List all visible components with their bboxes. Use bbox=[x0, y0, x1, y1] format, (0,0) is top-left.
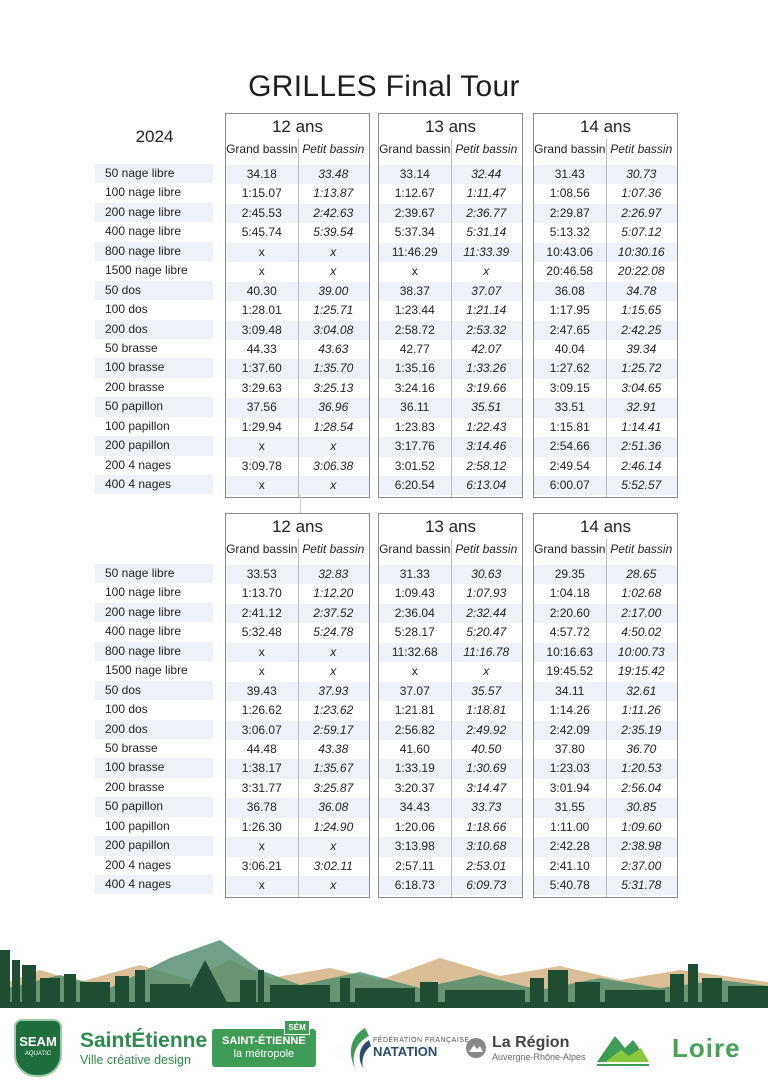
petit-bassin-time: 5:31.78 bbox=[621, 878, 662, 892]
grand-bassin-time: 5:40.78 bbox=[549, 878, 590, 892]
grand-bassin-time: 5:13.32 bbox=[549, 225, 590, 240]
event-label: 800 nage libre bbox=[95, 642, 213, 661]
grand-bassin-time: 1:12.67 bbox=[394, 186, 435, 201]
petit-bassin-time: 33.73 bbox=[471, 800, 502, 815]
petit-bassin-time: 10:00.73 bbox=[617, 644, 665, 659]
petit-bassin-time: 32.91 bbox=[626, 400, 657, 415]
petit-bassin-time: 30.85 bbox=[626, 800, 657, 815]
grand-bassin-time: 5:37.34 bbox=[394, 225, 435, 240]
sponsor-logos bbox=[0, 1010, 768, 1086]
seam-logo-subtext: AQUATIC bbox=[24, 1051, 52, 1057]
petit-bassin-time: 1:13.87 bbox=[313, 186, 354, 201]
petit-bassin-time: 39.00 bbox=[318, 283, 349, 298]
grand-bassin-header: Grand bassin bbox=[379, 542, 451, 556]
petit-bassin-time: 1:21.14 bbox=[466, 303, 507, 318]
grand-bassin-time: 39.43 bbox=[246, 683, 277, 698]
event-label: 50 brasse bbox=[105, 740, 158, 755]
petit-bassin-time: 2:56.04 bbox=[621, 780, 662, 795]
event-label: 800 nage libre bbox=[95, 242, 213, 261]
grand-bassin-time: 1:14.26 bbox=[549, 703, 590, 718]
mountain-icon bbox=[595, 1028, 651, 1068]
petit-bassin-time: 3:06.38 bbox=[313, 458, 354, 473]
age-header: 14 ans bbox=[579, 517, 632, 536]
event-label: 200 dos bbox=[95, 320, 213, 339]
event-label: 200 dos bbox=[95, 720, 213, 739]
ffn-main-text: NATATION bbox=[373, 1044, 438, 1059]
grand-bassin-time: 37.56 bbox=[246, 400, 277, 415]
grand-bassin-time: 1:15.81 bbox=[549, 419, 590, 434]
petit-bassin-time: 2:51.36 bbox=[621, 439, 662, 454]
petit-bassin-time: 5:52.57 bbox=[621, 478, 662, 492]
grand-bassin-time: 2:41.12 bbox=[241, 605, 282, 620]
region-logo bbox=[465, 1010, 586, 1086]
grand-bassin-time: 37.07 bbox=[399, 683, 430, 698]
grand-bassin-time: 2:39.67 bbox=[394, 205, 435, 220]
event-label: 50 nage libre bbox=[95, 164, 213, 183]
petit-bassin-time: x bbox=[483, 664, 490, 679]
seam-logo-text: SEAM bbox=[19, 1034, 57, 1049]
grand-bassin-time: 10:43.06 bbox=[546, 244, 594, 259]
petit-bassin-time: 5:31.14 bbox=[466, 225, 507, 240]
petit-bassin-time: 42.07 bbox=[471, 341, 502, 356]
petit-bassin-time: x bbox=[330, 878, 337, 892]
grand-bassin-header: Grand bassin bbox=[379, 142, 451, 156]
grand-bassin-time: 6:00.07 bbox=[549, 478, 590, 492]
petit-bassin-time: 1:18.66 bbox=[466, 819, 507, 834]
petit-bassin-time: 3:14.46 bbox=[466, 439, 507, 454]
saint-etienne-tagline: Ville créative design bbox=[80, 1053, 191, 1067]
event-label: 100 nage libre bbox=[105, 585, 182, 600]
grand-bassin-header: Grand bassin bbox=[534, 142, 606, 156]
age-group-table-12-ans bbox=[225, 113, 370, 498]
petit-bassin-header: Petit bassin bbox=[610, 542, 673, 556]
petit-bassin-time: 1:18.81 bbox=[466, 703, 507, 718]
event-label: 100 brasse bbox=[95, 758, 213, 777]
petit-bassin-header: Petit bassin bbox=[455, 142, 518, 156]
petit-bassin-time: 36.08 bbox=[318, 800, 349, 815]
grand-bassin-time: 31.43 bbox=[554, 167, 585, 181]
event-label: 400 4 nages bbox=[95, 875, 213, 894]
petit-bassin-time: x bbox=[483, 264, 490, 279]
event-label: 200 brasse bbox=[105, 379, 165, 394]
region-name: La Région bbox=[492, 1034, 570, 1051]
petit-bassin-time: 30.73 bbox=[626, 167, 657, 181]
grand-bassin-time: 3:01.94 bbox=[549, 780, 590, 795]
grand-bassin-time: 3:09.48 bbox=[241, 322, 282, 337]
petit-bassin-time: 2:42.25 bbox=[621, 322, 662, 337]
petit-bassin-time: 1:11.47 bbox=[466, 186, 506, 201]
grand-bassin-time: 1:11.00 bbox=[550, 819, 590, 834]
grand-bassin-time: 34.18 bbox=[246, 167, 277, 181]
grand-bassin-time: 3:20.37 bbox=[394, 780, 435, 795]
region-circle-icon bbox=[465, 1037, 487, 1059]
petit-bassin-time: 43.38 bbox=[318, 741, 349, 756]
petit-bassin-time: 1:22.43 bbox=[466, 419, 507, 434]
grand-bassin-time: 3:31.77 bbox=[241, 780, 282, 795]
grand-bassin-time: 1:17.95 bbox=[549, 303, 590, 318]
age-group-table-12-ans bbox=[225, 513, 370, 898]
petit-bassin-time: 2:17.00 bbox=[621, 605, 662, 620]
metropole-badge: SÉM bbox=[284, 1020, 309, 1035]
column-divider bbox=[606, 539, 607, 897]
petit-bassin-time: 3:19.66 bbox=[466, 380, 507, 395]
grand-bassin-time: 2:29.87 bbox=[549, 205, 590, 220]
grand-bassin-time: 37.80 bbox=[554, 741, 585, 756]
event-label: 200 nage libre bbox=[95, 603, 213, 622]
petit-bassin-time: x bbox=[330, 839, 337, 854]
grand-bassin-time: 31.55 bbox=[554, 800, 585, 815]
petit-bassin-time: 35.57 bbox=[471, 683, 502, 698]
petit-bassin-time: 2:35.19 bbox=[621, 722, 662, 737]
grand-bassin-time: 3:29.63 bbox=[241, 380, 282, 395]
grand-bassin-time: 5:45.74 bbox=[241, 225, 282, 240]
petit-bassin-time: 5:39.54 bbox=[313, 225, 354, 240]
grand-bassin-time: 1:37.60 bbox=[241, 361, 282, 376]
grand-bassin-time: 2:49.54 bbox=[549, 458, 590, 473]
event-label: 1500 nage libre bbox=[105, 663, 188, 678]
event-label: 50 dos bbox=[95, 281, 213, 300]
event-label: 400 nage libre bbox=[105, 224, 182, 239]
petit-bassin-time: 6:09.73 bbox=[466, 878, 507, 892]
grand-bassin-time: x bbox=[258, 664, 265, 679]
year-label: 2024 bbox=[135, 127, 174, 146]
event-label: 50 nage libre bbox=[95, 564, 213, 583]
petit-bassin-time: 5:07.12 bbox=[621, 225, 662, 240]
petit-bassin-time: 1:15.65 bbox=[621, 303, 662, 318]
grand-bassin-time: 1:20.06 bbox=[394, 819, 435, 834]
event-label: 50 papillon bbox=[95, 797, 213, 816]
metropole-logo bbox=[212, 1010, 316, 1086]
petit-bassin-time: 1:12.20 bbox=[313, 586, 354, 601]
age-group-table-14-ans bbox=[533, 513, 678, 898]
grand-bassin-time: x bbox=[258, 264, 265, 279]
petit-bassin-time: 39.34 bbox=[626, 341, 657, 356]
grand-bassin-time: 29.35 bbox=[554, 567, 585, 581]
grand-bassin-header: Grand bassin bbox=[226, 542, 298, 556]
petit-bassin-header: Petit bassin bbox=[455, 542, 518, 556]
grand-bassin-time: 2:57.11 bbox=[395, 858, 435, 873]
grand-bassin-time: 3:06.07 bbox=[241, 722, 282, 737]
petit-bassin-time: 32.61 bbox=[626, 683, 657, 698]
grand-bassin-time: x bbox=[411, 664, 418, 679]
petit-bassin-time: 1:35.67 bbox=[313, 761, 354, 776]
petit-bassin-time: 3:25.87 bbox=[313, 780, 354, 795]
petit-bassin-time: 6:13.04 bbox=[466, 478, 507, 492]
grand-bassin-time: 42.77 bbox=[399, 341, 430, 356]
petit-bassin-time: 1:24.90 bbox=[313, 819, 354, 834]
grand-bassin-time: 36.78 bbox=[246, 800, 277, 815]
petit-bassin-header: Petit bassin bbox=[302, 542, 365, 556]
grand-bassin-time: 3:13.98 bbox=[394, 839, 435, 854]
event-label: 200 brasse bbox=[105, 779, 165, 794]
metropole-sub: la métropole bbox=[233, 1048, 295, 1060]
grand-bassin-time: 6:20.54 bbox=[394, 478, 435, 492]
age-header: 12 ans bbox=[271, 517, 324, 536]
petit-bassin-time: 35.51 bbox=[471, 400, 502, 415]
event-label: 200 4 nages bbox=[105, 857, 172, 872]
ffn-swoosh-icon bbox=[345, 1026, 371, 1070]
petit-bassin-header: Petit bassin bbox=[302, 142, 365, 156]
grand-bassin-time: 40.30 bbox=[246, 283, 277, 298]
petit-bassin-time: 1:09.60 bbox=[621, 819, 662, 834]
grand-bassin-time: 4:57.72 bbox=[549, 625, 590, 640]
petit-bassin-time: 3:14.47 bbox=[466, 780, 507, 795]
grand-bassin-time: 33.51 bbox=[554, 400, 585, 415]
grand-bassin-time: 1:38.17 bbox=[241, 761, 282, 776]
column-divider bbox=[298, 539, 299, 897]
petit-bassin-header: Petit bassin bbox=[610, 142, 673, 156]
grand-bassin-time: 3:09.15 bbox=[549, 380, 590, 395]
grand-bassin-time: 1:28.01 bbox=[241, 303, 282, 318]
grand-bassin-time: 3:06.21 bbox=[241, 858, 282, 873]
grand-bassin-time: 1:33.19 bbox=[394, 761, 435, 776]
grand-bassin-time: 44.48 bbox=[246, 741, 277, 756]
petit-bassin-time: x bbox=[330, 644, 337, 659]
loire-text: Loire bbox=[672, 1032, 741, 1063]
petit-bassin-time: 20:22.08 bbox=[617, 264, 665, 279]
petit-bassin-time: 36.96 bbox=[318, 400, 349, 415]
grand-bassin-time: 1:23.83 bbox=[394, 419, 435, 434]
ffn-logo bbox=[345, 1010, 470, 1086]
petit-bassin-time: 33.48 bbox=[318, 167, 349, 181]
petit-bassin-time: 10:30.16 bbox=[617, 244, 665, 259]
petit-bassin-time: 4:50.02 bbox=[621, 625, 662, 640]
event-labels-1 bbox=[95, 164, 213, 494]
grand-bassin-time: 11:46.29 bbox=[391, 244, 438, 259]
event-label: 100 papillon bbox=[105, 418, 170, 433]
petit-bassin-time: 3:02.11 bbox=[313, 858, 353, 873]
grand-bassin-time: x bbox=[258, 439, 265, 454]
grand-bassin-time: 19:45.52 bbox=[546, 664, 594, 679]
petit-bassin-time: 2:36.77 bbox=[466, 205, 507, 220]
petit-bassin-time: x bbox=[330, 478, 337, 492]
grand-bassin-time: 3:24.16 bbox=[394, 380, 435, 395]
grand-bassin-time: 2:56.82 bbox=[394, 722, 435, 737]
age-header: 14 ans bbox=[579, 117, 632, 136]
age-header: 12 ans bbox=[271, 117, 324, 136]
petit-bassin-time: 32.44 bbox=[471, 167, 502, 181]
event-label: 100 dos bbox=[105, 302, 148, 317]
petit-bassin-time: 3:04.65 bbox=[621, 380, 662, 395]
region-sub: Auvergne-Rhône-Alpes bbox=[492, 1052, 586, 1062]
grand-bassin-time: 1:21.81 bbox=[394, 703, 435, 718]
page-title: GRILLES Final Tour bbox=[248, 70, 520, 103]
petit-bassin-time: 1:30.69 bbox=[466, 761, 507, 776]
event-label: 1500 nage libre bbox=[105, 263, 188, 278]
petit-bassin-time: 2:32.44 bbox=[466, 605, 507, 620]
petit-bassin-time: 5:24.78 bbox=[313, 625, 354, 640]
event-label: 100 papillon bbox=[105, 818, 170, 833]
petit-bassin-time: 1:07.36 bbox=[621, 186, 662, 201]
event-label: 200 papillon bbox=[95, 836, 213, 855]
grand-bassin-time: 1:23.44 bbox=[394, 303, 435, 318]
petit-bassin-time: 1:11.26 bbox=[621, 703, 661, 718]
seam-logo bbox=[14, 1010, 62, 1086]
petit-bassin-time: 1:25.72 bbox=[621, 361, 662, 376]
petit-bassin-time: 1:14.41 bbox=[621, 419, 662, 434]
grand-bassin-time: 1:29.94 bbox=[241, 419, 282, 434]
petit-bassin-time: x bbox=[330, 664, 337, 679]
petit-bassin-time: 1:28.54 bbox=[313, 419, 354, 434]
grand-bassin-time: 1:26.62 bbox=[241, 703, 282, 718]
event-label: 100 dos bbox=[105, 702, 148, 717]
petit-bassin-time: 2:58.12 bbox=[466, 458, 507, 473]
petit-bassin-time: 1:23.62 bbox=[313, 703, 354, 718]
grand-bassin-time: 40.04 bbox=[554, 341, 585, 356]
petit-bassin-time: 28.65 bbox=[626, 567, 657, 581]
age-header: 13 ans bbox=[424, 517, 477, 536]
petit-bassin-time: 32.83 bbox=[318, 567, 349, 581]
column-divider bbox=[298, 139, 299, 497]
event-labels-2 bbox=[95, 564, 213, 894]
grand-bassin-time: 2:42.28 bbox=[549, 839, 590, 854]
table-connector-line bbox=[300, 494, 301, 513]
petit-bassin-time: 1:35.70 bbox=[313, 361, 354, 376]
petit-bassin-time: 2:42.63 bbox=[313, 205, 354, 220]
grand-bassin-time: 2:20.60 bbox=[549, 605, 590, 620]
grand-bassin-time: 33.14 bbox=[399, 167, 430, 181]
grand-bassin-time: 3:01.52 bbox=[394, 458, 435, 473]
petit-bassin-time: 11:16.78 bbox=[463, 644, 510, 659]
petit-bassin-time: x bbox=[330, 264, 337, 279]
grand-bassin-time: 33.53 bbox=[246, 567, 277, 581]
petit-bassin-time: 1:07.93 bbox=[466, 586, 507, 601]
petit-bassin-time: 2:59.17 bbox=[313, 722, 354, 737]
grand-bassin-time: 34.43 bbox=[399, 800, 430, 815]
petit-bassin-time: 5:20.47 bbox=[466, 625, 507, 640]
petit-bassin-time: 2:26.97 bbox=[621, 205, 662, 220]
petit-bassin-time: 19:15.42 bbox=[617, 664, 665, 679]
petit-bassin-time: 1:33.26 bbox=[466, 361, 507, 376]
petit-bassin-time: 2:37.00 bbox=[621, 858, 662, 873]
event-label: 400 4 nages bbox=[95, 475, 213, 494]
petit-bassin-time: 1:20.53 bbox=[621, 761, 662, 776]
grand-bassin-header: Grand bassin bbox=[226, 142, 298, 156]
grand-bassin-time: 3:09.78 bbox=[241, 458, 282, 473]
grand-bassin-time: x bbox=[258, 644, 265, 659]
petit-bassin-time: 2:46.14 bbox=[621, 458, 662, 473]
grand-bassin-time: 2:45.53 bbox=[241, 205, 282, 220]
grand-bassin-time: 31.33 bbox=[399, 567, 430, 581]
petit-bassin-time: 2:53.32 bbox=[466, 322, 507, 337]
grand-bassin-time: 1:09.43 bbox=[394, 586, 435, 601]
event-label: 200 papillon bbox=[95, 436, 213, 455]
grand-bassin-time: 1:08.56 bbox=[549, 186, 590, 201]
mountain-logo bbox=[595, 1010, 651, 1086]
event-label: 50 dos bbox=[95, 681, 213, 700]
grand-bassin-time: 1:23.03 bbox=[549, 761, 590, 776]
petit-bassin-time: 2:53.01 bbox=[466, 858, 507, 873]
grand-bassin-time: 1:15.07 bbox=[241, 186, 282, 201]
petit-bassin-time: 43.63 bbox=[318, 341, 349, 356]
grand-bassin-time: x bbox=[411, 264, 418, 279]
petit-bassin-time: 30.63 bbox=[471, 567, 502, 581]
column-divider bbox=[451, 539, 452, 897]
grand-bassin-time: 10:16.63 bbox=[546, 644, 594, 659]
age-group-table-13-ans bbox=[378, 513, 523, 898]
grand-bassin-time: x bbox=[258, 839, 265, 854]
column-divider bbox=[606, 139, 607, 497]
age-group-table-14-ans bbox=[533, 113, 678, 498]
petit-bassin-time: x bbox=[330, 244, 337, 259]
event-label: 100 brasse bbox=[95, 358, 213, 377]
event-label: 200 4 nages bbox=[105, 457, 172, 472]
grand-bassin-time: 20:46.58 bbox=[546, 264, 594, 279]
grand-bassin-time: 2:58.72 bbox=[394, 322, 435, 337]
petit-bassin-time: 3:10.68 bbox=[466, 839, 507, 854]
grand-bassin-time: 1:27.62 bbox=[549, 361, 590, 376]
grand-bassin-time: x bbox=[258, 244, 265, 259]
grand-bassin-time: 36.08 bbox=[554, 283, 585, 298]
grand-bassin-time: 2:36.04 bbox=[394, 605, 435, 620]
grand-bassin-time: 38.37 bbox=[399, 283, 430, 298]
grand-bassin-time: 3:17.76 bbox=[394, 439, 435, 454]
petit-bassin-time: 37.93 bbox=[318, 683, 349, 698]
petit-bassin-time: 3:25.13 bbox=[313, 380, 354, 395]
petit-bassin-time: 2:38.98 bbox=[621, 839, 662, 854]
grand-bassin-time: 2:41.10 bbox=[549, 858, 590, 873]
metropole-name: SAINT-ÉTIENNE bbox=[222, 1035, 306, 1047]
loire-logo bbox=[672, 1010, 741, 1086]
grand-bassin-time: x bbox=[258, 878, 265, 892]
grand-bassin-time: 1:13.70 bbox=[241, 586, 282, 601]
event-label: 400 nage libre bbox=[105, 624, 182, 639]
grand-bassin-time: 1:04.18 bbox=[549, 586, 590, 601]
petit-bassin-time: 36.70 bbox=[626, 741, 657, 756]
event-label: 100 nage libre bbox=[105, 185, 182, 200]
grand-bassin-time: 44.33 bbox=[246, 341, 277, 356]
grand-bassin-header: Grand bassin bbox=[534, 542, 606, 556]
column-divider bbox=[451, 139, 452, 497]
grand-bassin-time: 36.11 bbox=[400, 400, 430, 415]
grand-bassin-time: 5:28.17 bbox=[394, 625, 435, 640]
grand-bassin-time: 1:35.16 bbox=[394, 361, 435, 376]
petit-bassin-time: 1:02.68 bbox=[621, 586, 662, 601]
saint-etienne-logo bbox=[80, 1010, 207, 1086]
grand-bassin-time: 2:54.66 bbox=[549, 439, 590, 454]
petit-bassin-time: 1:25.71 bbox=[313, 303, 354, 318]
petit-bassin-time: 2:49.92 bbox=[466, 722, 507, 737]
petit-bassin-time: x bbox=[330, 439, 337, 454]
petit-bassin-time: 40.50 bbox=[471, 741, 502, 756]
petit-bassin-time: 11:33.39 bbox=[463, 244, 510, 259]
petit-bassin-time: 34.78 bbox=[626, 283, 657, 298]
event-label: 50 papillon bbox=[95, 397, 213, 416]
grand-bassin-time: 2:42.09 bbox=[549, 722, 590, 737]
age-header: 13 ans bbox=[424, 117, 477, 136]
grand-bassin-time: 2:47.65 bbox=[549, 322, 590, 337]
petit-bassin-time: 2:37.52 bbox=[313, 605, 354, 620]
petit-bassin-time: 37.07 bbox=[471, 283, 502, 298]
event-label: 50 brasse bbox=[105, 340, 158, 355]
city-skyline-illustration bbox=[0, 930, 768, 1008]
grand-bassin-time: 1:26.30 bbox=[241, 819, 282, 834]
grand-bassin-time: 34.11 bbox=[555, 683, 585, 698]
grand-bassin-time: 6:18.73 bbox=[394, 878, 435, 892]
ffn-top-text: FÉDÉRATION FRANÇAISE bbox=[373, 1037, 470, 1044]
event-label: 200 nage libre bbox=[95, 203, 213, 222]
age-group-table-13-ans bbox=[378, 113, 523, 498]
grand-bassin-time: 11:32.68 bbox=[391, 644, 438, 659]
grand-bassin-time: 41.60 bbox=[399, 741, 430, 756]
grand-bassin-time: 5:32.48 bbox=[241, 625, 282, 640]
petit-bassin-time: 3:04.08 bbox=[313, 322, 354, 337]
grand-bassin-time: x bbox=[258, 478, 265, 492]
saint-etienne-name: SaintÉtienne bbox=[80, 1029, 208, 1052]
